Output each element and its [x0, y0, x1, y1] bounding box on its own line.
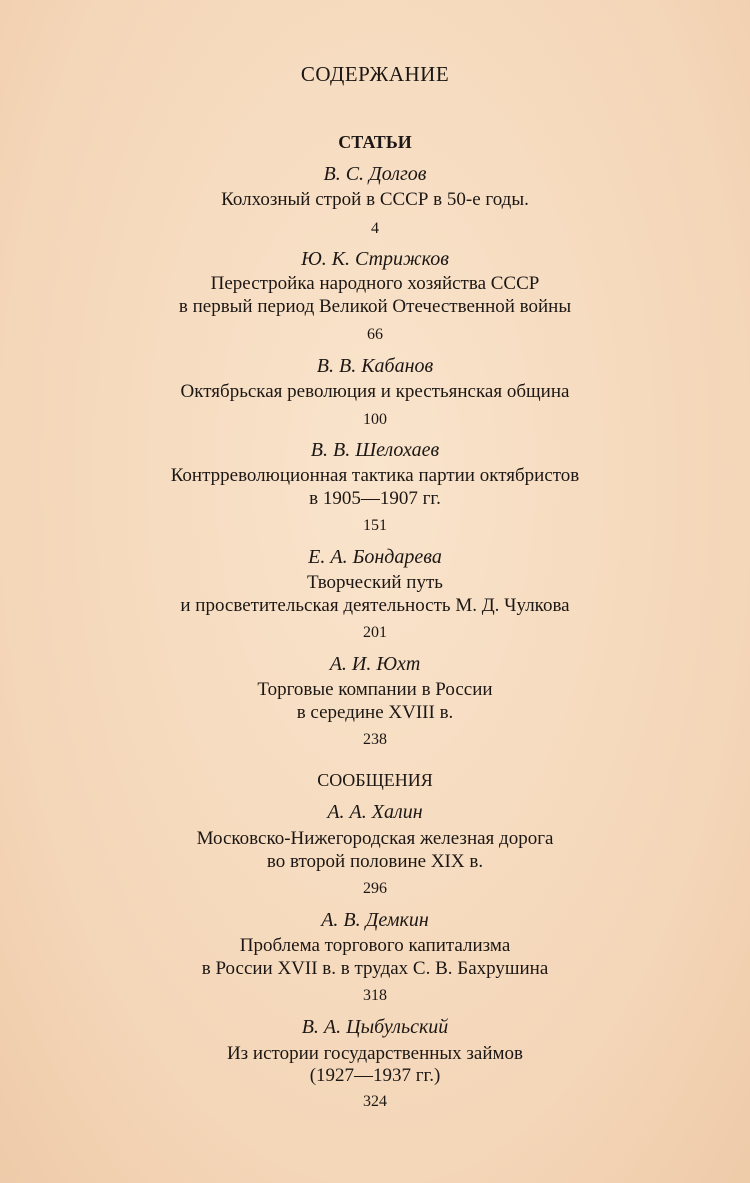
entry-page-number: 4	[371, 220, 379, 237]
section-label-articles: СТАТЬИ	[338, 132, 412, 152]
entry-author: В. А. Цыбульский	[301, 1016, 449, 1038]
entry-author: В. С. Долгов	[323, 163, 427, 185]
entry-page-number: 151	[363, 517, 387, 534]
entry-author: В. В. Кабанов	[316, 355, 434, 377]
entry-title: в 1905—1907 гг.	[309, 488, 441, 509]
entry-author: Е. А. Бондарева	[308, 546, 442, 568]
entry-title: в России XVII в. в трудах С. В. Бахрушина	[201, 958, 549, 979]
entry-title: Проблема торгового капитализма	[239, 935, 511, 956]
entry-title: в середине XVIII в.	[296, 702, 454, 723]
entry-title: Торговые компании в России	[257, 679, 493, 700]
entry-page-number: 100	[363, 411, 387, 428]
section-label-communications: СООБЩЕНИЯ	[317, 770, 433, 790]
entry-title: Из истории государственных займов	[226, 1043, 524, 1064]
entry-title: Творческий путь	[307, 572, 443, 593]
entry-title: во второй половине XIX в.	[266, 851, 484, 872]
entry-author: В. В. Шелохаев	[310, 439, 440, 461]
entry-page-number: 318	[363, 987, 387, 1004]
entry-page-number: 238	[363, 731, 387, 748]
entry-page-number: 296	[363, 880, 387, 897]
entry-author: А. И. Юхт	[329, 653, 421, 675]
entry-title: Колхозный строй в СССР в 50-е годы.	[221, 189, 529, 210]
entry-title: в первый период Великой Отечественной войны	[178, 296, 572, 317]
entry-title: (1927—1937 гг.)	[309, 1065, 441, 1086]
entry-page-number: 201	[363, 624, 387, 641]
entry-page-number: 66	[367, 326, 383, 343]
entry-author: А. В. Демкин	[321, 909, 429, 931]
entry-author: А. А. Халин	[327, 801, 423, 823]
entry-author: Ю. К. Стрижков	[301, 248, 449, 270]
page-title: СОДЕРЖАНИЕ	[300, 62, 450, 86]
entry-page-number: 324	[363, 1093, 387, 1110]
entry-title: Октябрьская революция и крестьянская община	[180, 381, 570, 402]
entry-title: Московско-Нижегородская железная дорога	[196, 828, 554, 849]
entry-title: и просветительская деятельность М. Д. Чулкова	[180, 595, 570, 616]
entry-title: Контрреволюционная тактика партии октябристов	[170, 465, 580, 486]
entry-title: Перестройка народного хозяйства СССР	[210, 273, 540, 294]
